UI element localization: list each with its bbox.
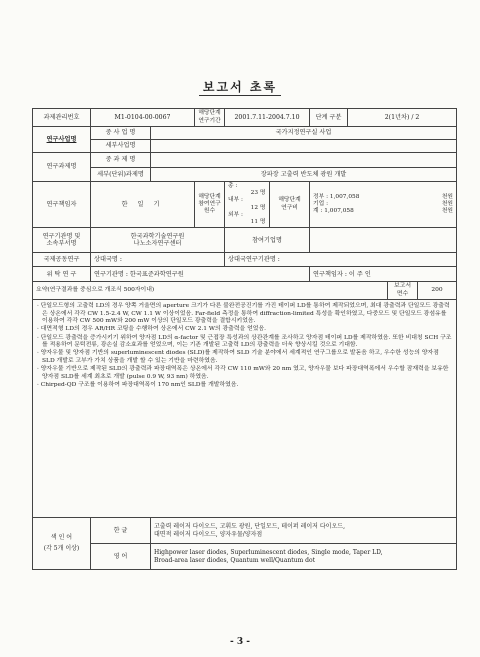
- period-value: 2001.7.11-2004.7.10: [225, 109, 310, 127]
- summary-bullet: · 대면적형 LD의 경우 AR/HR 코팅을 수행하여 상온에서 CW 2.1 W의 광출력을 얻었음.: [37, 326, 267, 333]
- middle-task-value: [151, 153, 457, 168]
- keywords-english-label: 영 어: [91, 544, 151, 570]
- lead-researcher-name: 한 일 기: [91, 182, 195, 228]
- entrusted-org: 연구기관명 : 한국표준과학연구원: [91, 267, 310, 282]
- summary-bullet: · Chirped-QD 구조를 이용하여 파장대역폭이 170 nm인 SLD를 개발하였음.: [37, 381, 239, 388]
- page-title: 보고서 초록: [0, 78, 480, 95]
- keywords-label: 색 인 어 (각 5개 이상): [33, 518, 91, 570]
- middle-program-label: 중 사 업 명: [91, 127, 151, 140]
- report-abstract-table: [32, 108, 457, 570]
- detail-task-label: 세부(단위)과제명: [91, 168, 151, 182]
- intl-partner-org: 상대국연구기관명 :: [225, 253, 457, 267]
- report-pages-value: 200: [418, 282, 457, 300]
- keywords-korean-label: 한 글: [91, 518, 151, 544]
- middle-program-value: 국가지정연구실 사업: [151, 127, 457, 140]
- summary-bullet: · 양자우물 및 양자점 기반의 superluminescent diodes (SLD)를 제작하여 SLD 기술 분야에서 세계적인 연구그룹으로 발돋음 하고, 우수한 성능의 양자점 SLD 개발로 고부가 가치 상품을 개발 할 수 있는 기반을 마련하였음.: [37, 350, 439, 364]
- keywords-english: Highpower laser diodes, Superluminescent diodes, Single mode, Taper LD, Broad-area laser diodes, Quantum well/Quantum dot: [151, 544, 457, 570]
- funding-values: 정부 : 1,007,058 천원 기업 : 천원 계 : 1,007,058 천원: [310, 182, 457, 228]
- staff-counts: 총 :23 명 내부 :12 명 외부 :11 명: [225, 182, 270, 228]
- entrusted-lead: 연구책임자 : 이 주 인: [310, 267, 457, 282]
- stage-value: 2(1년차) / 2: [348, 109, 457, 127]
- row-project-number: [33, 109, 457, 127]
- summary-bullet: · 단일모드 광출력을 증가시키기 위하여 양자점 LD의 α-factor 및 근접장 특성과의 상관관계를 조사하고 양자점 테이퍼 LD를 제작하였음. 또한 비대칭 SCH 구조를 적용하여 문턱전류, 광손실 감소효과를 얻었으며, 이는 기존 개발된 고출력 LD의 광출력을 더욱 향상시킬 것으로 기대함.: [37, 334, 452, 349]
- middle-task-label: 중 과 제 명: [91, 153, 151, 168]
- staff-count-label: 해당단계 참여연구원수: [195, 182, 225, 228]
- summary-bullet: · 양자우물 기반으로 제작된 SLD의 광출력과 파장대역폭은 상온에서 각각 CW 110 mW와 20 nm 였고, 양자우물 보다 파장대역폭에서 우수할 잠재력을 보유한 양자점 SLD를 세계 최초로 개발 (pulse 0.9 W, 93 nm) 하였음.: [37, 366, 449, 380]
- lead-researcher-label: 연구책임자: [33, 182, 91, 228]
- period-label: 해당단계 연구기간: [195, 109, 225, 127]
- summary-bullet: · 단일모드형의 고출력 LD의 경우 양쪽 거울면의 aperture 크기가 다른 불완전공진기를 가진 테이퍼 LD를 통하여 제작되었으며, 최대 광출력과 단일모드 광출력은 상온에서 각각 CW 1.5-2.4 W, CW 1.1 W 이상이었음. Far-field 측정을 통하여 diffraction-limited 특성을 확인하였고, 다중모드 및 단일모드 광섬유를 이용하여 각각 CW 500 mW와 200 mW 이상의 단일모드 광출력을 결합시키었음.: [37, 303, 450, 324]
- stage-label: 단계 구분: [310, 109, 348, 127]
- entrusted-research-label: 위 탁 연 구: [33, 267, 91, 282]
- institution-value: 한국과학기술연구원 나노소자연구센터: [91, 228, 225, 253]
- detail-program-label: 세부사업명: [91, 140, 151, 153]
- summary-label: 요약(연구결과를 중심으로 개조식 500자이내): [33, 282, 388, 300]
- intl-partner-country: 상대국명 :: [91, 253, 225, 267]
- partner-company-label: 참여기업명: [225, 228, 310, 253]
- funding-label: 해당단계 연구비: [270, 182, 310, 228]
- keywords-korean: 고출력 레이저 다이오드, 고휘도 광원, 단일모드, 테이퍼 레이저 다이오드, 대면적 레이저 다이오드, 양자우물/양자점: [151, 518, 457, 544]
- summary-body: [33, 300, 457, 518]
- report-pages-label: 보고서 면수: [388, 282, 418, 300]
- research-task-label: 연구과제명: [33, 153, 91, 182]
- detail-task-value: 장파장 고출력 반도체 광원 개발: [151, 168, 457, 182]
- intl-joint-label: 국제공동연구: [33, 253, 91, 267]
- partner-company-value: [310, 228, 457, 253]
- page-number: - 3 -: [230, 637, 250, 647]
- project-number-label: 과제관리번호: [33, 109, 91, 127]
- institution-label: 연구기관명 및 소속부서명: [33, 228, 91, 253]
- project-number-value: M1-0104-00-0067: [91, 109, 195, 127]
- research-program-label: 연구사업명: [33, 127, 91, 153]
- detail-program-value: [151, 140, 457, 153]
